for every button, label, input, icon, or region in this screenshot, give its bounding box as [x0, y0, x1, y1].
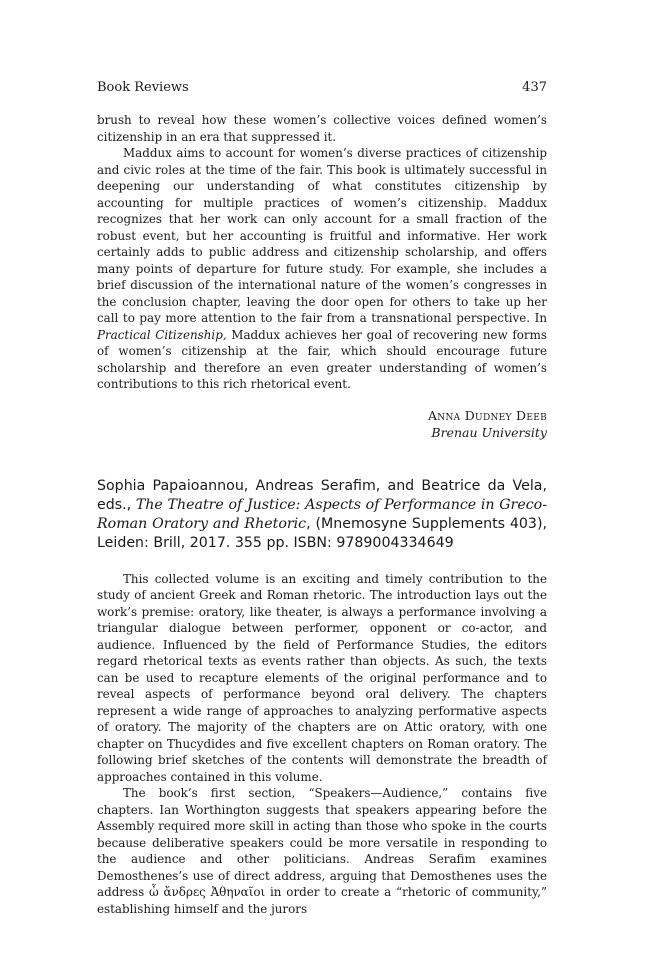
review-2-citation — [97, 477, 547, 553]
review-1-paragraph-2 — [97, 145, 547, 393]
running-header — [97, 80, 547, 100]
book-title-mention: Practical Citizenship, — [97, 327, 227, 342]
review-1-paragraph-1: brush to reveal how these women’s collective voices defined women’s citizenship in an era that suppressed it. — [97, 113, 547, 144]
reviewer-name: Anna Dudney Deeb — [427, 407, 547, 423]
book-title: The Theatre of Justice: Aspects of Performance in Greco-Roman Oratory and Rhetoric — [97, 496, 547, 532]
reviewer-signature — [97, 407, 547, 441]
review-2 — [97, 571, 547, 918]
reviewer-affiliation: Brenau University — [431, 424, 547, 440]
review-2-paragraph-1: This collected volume is an exciting and timely contribution to the study of ancient Greek and Roman rhetoric. The introduction lays out the work’s premise: oratory, like theater, is always a performance involving a triangular dialogue between performer, opponent or co-actor, and audience. Influenced by the field of Performance Studies, the editors regard rhetorical texts as events rather than objects. As such, the texts can be used to recapture elements of the original performance and to reveal aspects of performance beyond oral delivery. The chapters represent a wide range of approaches to analyzing performative aspects of oratory. The majority of the chapters are on Attic oratory, with one chapter on Thucydides and five excellent chapters on Roman oratory. The following brief sketches of the contents will demonstrate the breadth of approaches contained in this volume. — [97, 571, 547, 784]
editors: Sophia Papaioannou, Andreas Serafim, and Beatrice da Vela, eds., — [97, 477, 547, 513]
page-number: 437 — [522, 80, 547, 95]
book-review-page — [97, 80, 547, 917]
paragraph-text: Maddux aims to account for women’s diverse practices of citizenship and civic roles at the time of the fair. This book is ultimately successful in deepening our understanding of what constitutes citizenship by accounting for multiple practices of women’s citizenship. Maddux recognizes that her work can only account for a small fraction of the robust event, but her accounting is fruitful and informative. Her work certainly adds to public address and citizenship scholarship, and offers many points of departure for future study. For example, she includes a brief discussion of the international nature of the women’s congresses in the conclusion chapter, leaving the door open for others to take up her call to pay more attention to the fair from a transnational perspective. In — [97, 146, 547, 325]
section-title: Book Reviews — [97, 80, 189, 95]
review-2-paragraph-2: The book’s first section, “Speakers—Audience,” contains five chapters. Ian Worthington suggests that speakers appearing before the Assembly required more skill in acting than those who spoke in the courts because deliberative speakers could be more versatile in responding to the audience and other politicians. Andreas Serafim examines Demosthenes’s use of direct address, arguing that Demosthenes uses the address ὦ ἄνδρες Ἀθηναῖοι in order to create a “rhetoric of community,” establishing himself and the jurors — [97, 786, 547, 916]
publication-details: , (Mnemosyne Supplements 403), Leiden: Brill, 2017. 355 pp. ISBN: 9789004334649 — [97, 515, 547, 551]
review-1 — [97, 112, 547, 441]
paragraph-text: Maddux achieves her goal of recovering new forms of women’s citizenship at the fair, which should encourage future scholarship and therefore an even greater understanding of women’s contributions to this rich rhetorical event. — [97, 327, 547, 391]
